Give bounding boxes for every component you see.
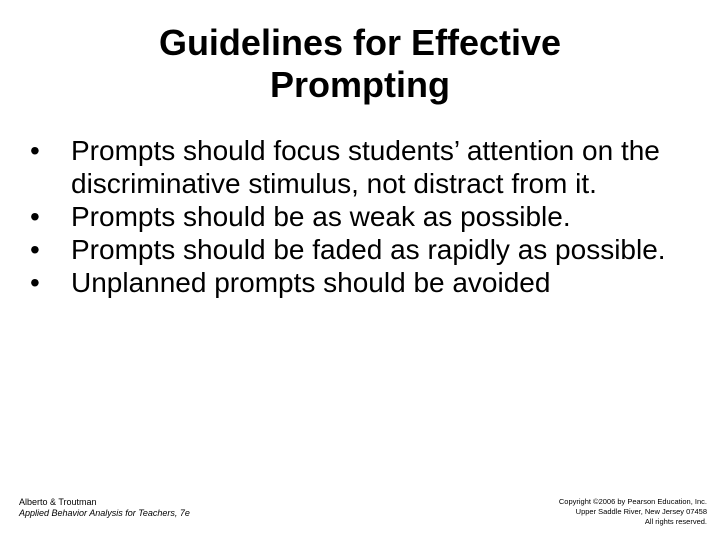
bullet-dot-icon: •: [30, 267, 40, 298]
copyright-line-2: Upper Saddle River, New Jersey 07458: [575, 507, 707, 516]
bullet-item: [30, 266, 690, 299]
slide-title-line-2: Prompting: [270, 64, 450, 105]
bullet-dot-icon: •: [30, 135, 40, 166]
footer-book-title: Applied Behavior Analysis for Teachers, 7e: [19, 508, 190, 518]
bullet-dot-icon: •: [30, 201, 40, 232]
slide-title: [80, 22, 640, 106]
bullet-text: Prompts should be faded as rapidly as possible.: [71, 234, 666, 265]
bullet-text: Prompts should focus students’ attention on the discriminative stimulus, not distract from it.: [71, 135, 660, 199]
bullet-item: [30, 200, 690, 233]
bullet-text: Unplanned prompts should be avoided: [71, 267, 551, 298]
footer-copyright: [447, 497, 707, 527]
bullet-item: [30, 134, 690, 200]
bullet-text: Prompts should be as weak as possible.: [71, 201, 571, 232]
copyright-line-1: Copyright ©2006 by Pearson Education, Inc.: [558, 497, 707, 506]
footer-citation: [19, 497, 190, 519]
copyright-line-3: All rights reserved.: [644, 517, 707, 526]
bullet-item: [30, 233, 690, 266]
slide-title-line-1: Guidelines for Effective: [158, 22, 562, 63]
bullet-list: [30, 134, 690, 299]
bullet-dot-icon: •: [30, 234, 40, 265]
footer-authors: Alberto & Troutman: [19, 497, 97, 507]
